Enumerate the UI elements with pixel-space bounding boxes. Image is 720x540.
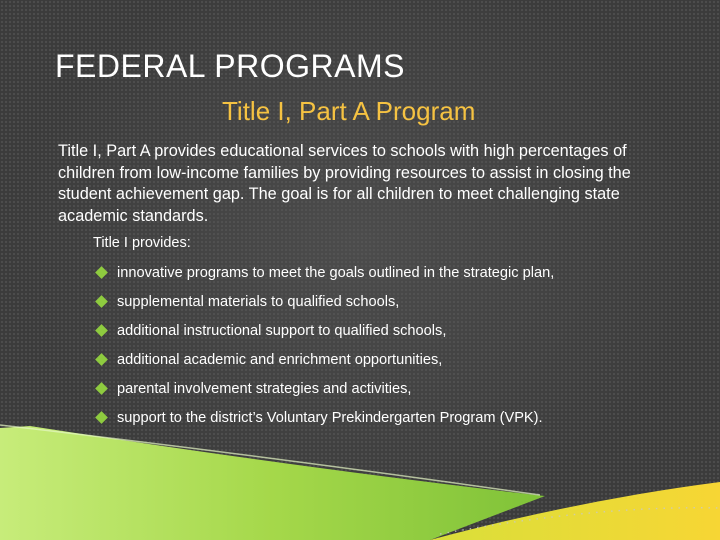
bullet-text: additional instructional support to qualified schools, [117,323,447,339]
slide-subtitle: Title I, Part A Program [222,96,476,126]
bullet-text: additional academic and enrichment opportunities, [117,352,443,368]
light-swoosh-edge [0,425,540,495]
bullet-text: innovative programs to meet the goals outlined in the strategic plan, [117,265,555,281]
bullet-text: supplemental materials to qualified schools, [117,294,400,310]
provides-label: Title I provides: [93,235,191,251]
diamond-bullet-icon [95,295,108,308]
bullet-text: parental involvement strategies and activities, [117,381,412,397]
dotted-swoosh-line [440,508,720,534]
green-swoosh [0,426,545,540]
diamond-bullet-icon [95,324,108,337]
bullet-text: support to the district’s Voluntary Prekindergarten Program (VPK). [117,410,543,426]
diamond-bullet-icon [95,411,108,424]
intro-paragraph: Title I, Part A provides educational services to schools with high percentages of children from low-income families by providing resources to assist in closing the student achievement gap. The goal is for all children to meet challenging state academic standards. [58,142,631,225]
diamond-bullet-icon [95,266,108,279]
diamond-bullet-icon [95,382,108,395]
yellow-swoosh [430,482,720,540]
slide-title: FEDERAL PROGRAMS [55,48,405,84]
diamond-bullet-icon [95,353,108,366]
